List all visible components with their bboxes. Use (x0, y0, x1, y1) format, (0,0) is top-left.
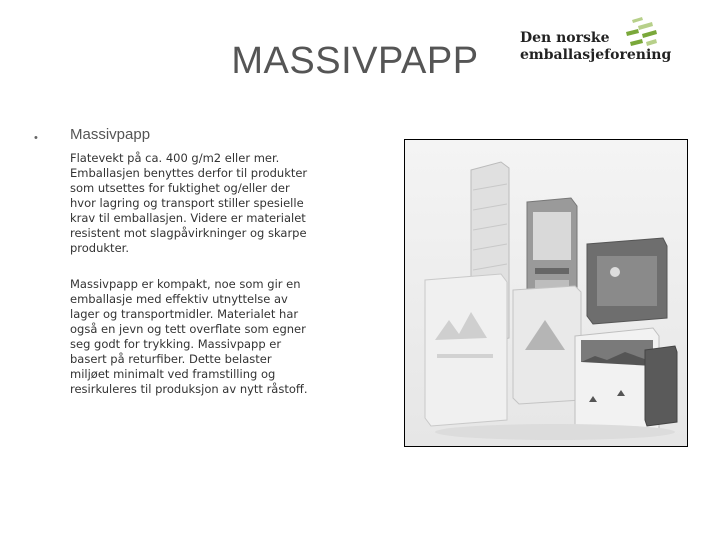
packaging-photo (404, 139, 688, 447)
logo (520, 16, 710, 68)
packaging-photo-image (405, 140, 687, 446)
logo-text (520, 30, 671, 64)
logo-line-2: emballasjeforening (520, 47, 672, 63)
paragraph-2: Massivpapp er kompakt, noe som gir en emballasje med effektiv utnyttelse av lager og transportmidler. Materialet har også en jevn og tett overflate som egner seg godt for trykking. Massivpapp er basert på returfiber. Dette belaster miljøet minimalt ved framstilling og resirkuleres til produksjon av nytt råstoff. (70, 277, 308, 396)
paragraph-1: Flatevekt på ca. 400 g/m2 eller mer. Emballasjen benyttes derfor til produkter som utsettes for fuktighet og/eller der hvor lagring og transport stiller spesielle krav til emballasjen. Videre er materialet resistent mot slagpåvirkninger og skarpe produkter. (70, 151, 308, 255)
logo-line-1: Den norske (520, 30, 610, 46)
slide-title: MASSIVPAPP (231, 40, 479, 82)
bullet-symbol: • (34, 132, 38, 144)
bullet-heading: Massivpapp (70, 126, 151, 143)
